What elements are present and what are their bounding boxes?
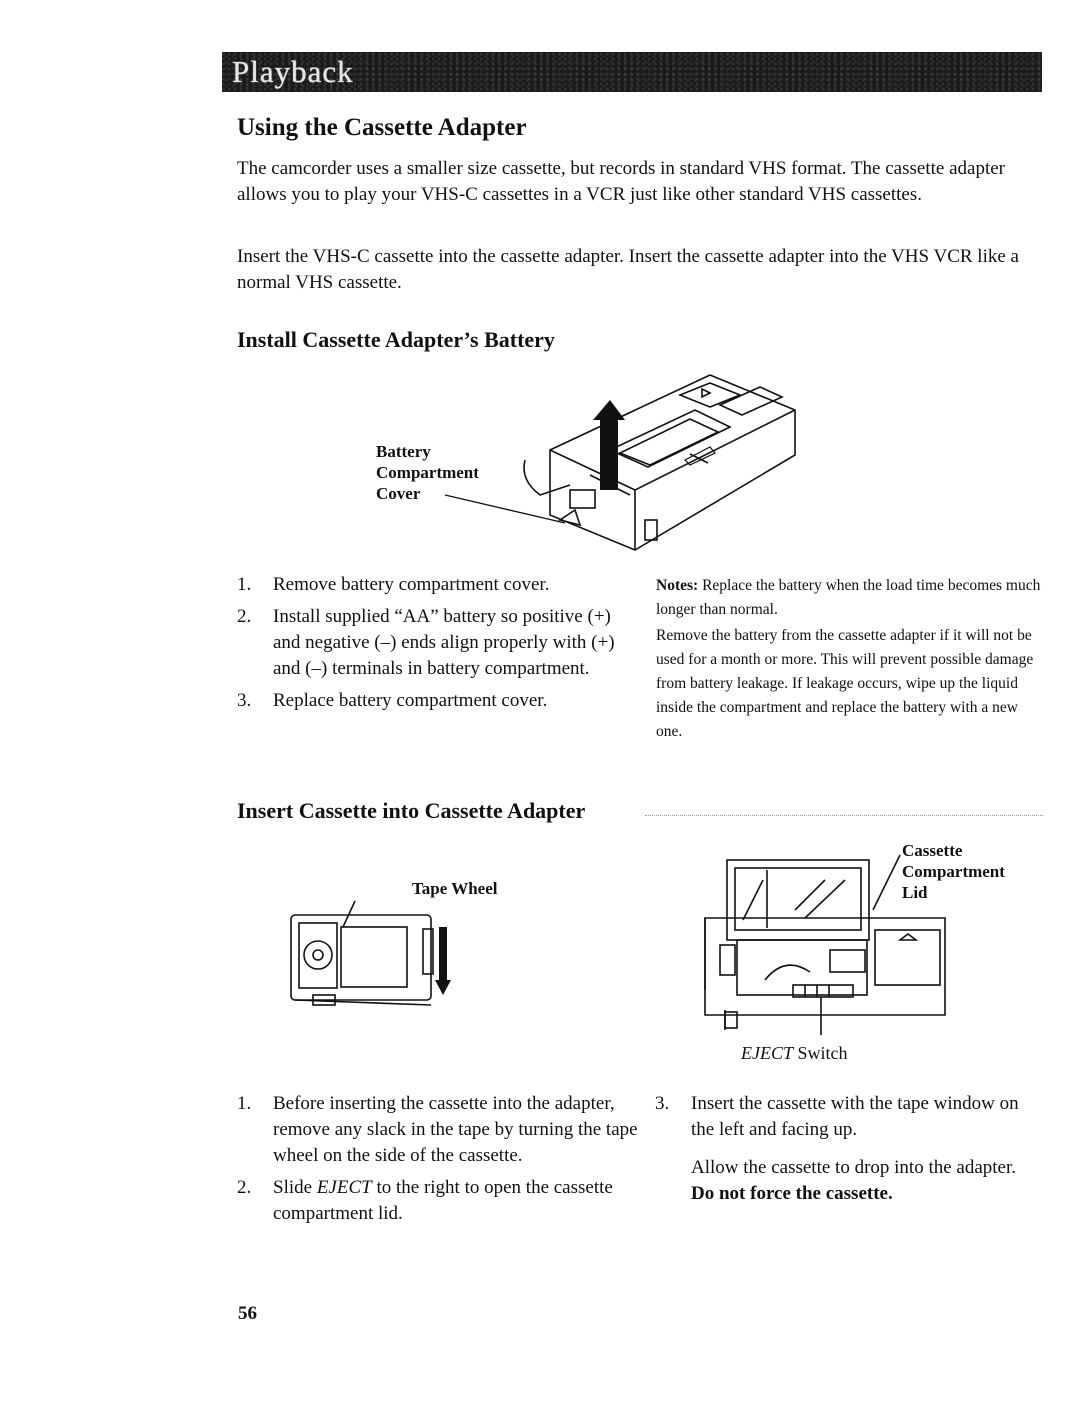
- list-item: [237, 688, 637, 714]
- page-title: Using the Cassette Adapter: [237, 114, 527, 141]
- label-line: Lid: [902, 883, 928, 902]
- step-text-post: to the right to open the cassette compartment lid.: [273, 1177, 613, 1224]
- note-text: Replace the battery when the load time becomes much longer than normal.: [656, 577, 1041, 618]
- step-text: Replace battery compartment cover.: [273, 690, 548, 711]
- insert-steps-right: [655, 1091, 1040, 1149]
- notes-label: Notes:: [656, 577, 699, 594]
- label-line: Battery: [376, 442, 431, 461]
- note-1: [656, 574, 1044, 622]
- page-number: 56: [238, 1303, 257, 1324]
- step-text: [273, 1177, 613, 1224]
- step3-extra-text: Allow the cassette to drop into the adapter.: [691, 1157, 1017, 1178]
- step-text: Insert the cassette with the tape window on the left and facing up.: [691, 1093, 1019, 1140]
- list-item: [237, 1175, 657, 1227]
- section-title: Playback: [232, 54, 354, 89]
- insert-heading: Insert Cassette into Cassette Adapter: [237, 798, 586, 823]
- step-text: Install supplied “AA” battery so positive (+) and negative (–) ends align properly with (+) and (–) terminals in battery compartment.: [273, 606, 615, 679]
- tape-wheel-label: Tape Wheel: [412, 879, 498, 898]
- battery-steps: [237, 572, 637, 720]
- step-text: Remove battery compartment cover.: [273, 574, 550, 595]
- cassette-tape-wheel-illustration: [285, 895, 465, 1015]
- step-number: 2.: [237, 606, 252, 627]
- step-number: 1.: [237, 1093, 252, 1114]
- step-number: 3.: [237, 690, 252, 711]
- list-item: [237, 572, 637, 598]
- list-item: [237, 604, 637, 682]
- eject-word: EJECT: [316, 1177, 372, 1198]
- battery-heading: Install Cassette Adapter’s Battery: [237, 327, 555, 352]
- insert-steps-left: [237, 1091, 657, 1233]
- intro-paragraph-1: The camcorder uses a smaller size cassette, but records in standard VHS format. The cassette adapter allows you to play your VHS-C cassettes in a VCR just like other standard VHS cassettes.: [237, 158, 1005, 205]
- intro-paragraph-2: Insert the VHS-C cassette into the cassette adapter. Insert the cassette adapter into the VHS VCR like a normal VHS cassette.: [237, 246, 1019, 293]
- section-banner: [222, 52, 1042, 92]
- label-line: Cassette: [902, 841, 963, 860]
- eject-word: EJECT: [741, 1043, 793, 1063]
- battery-notes: [656, 574, 1044, 744]
- label-line: Compartment: [376, 463, 479, 482]
- note-2: Remove the battery from the cassette adapter if it will not be used for a month or more. This will prevent possible damage from battery leakage. If leakage occurs, wipe up the liquid inside the compartment and replace the battery with a new one.: [656, 627, 1034, 740]
- eject-switch-label: [741, 1043, 848, 1064]
- label-line: Compartment: [902, 862, 1005, 881]
- list-item: [237, 1091, 657, 1169]
- switch-word: Switch: [793, 1043, 848, 1063]
- step-number: 2.: [237, 1177, 252, 1198]
- adapter-lid-open-illustration: [695, 840, 955, 1040]
- label-line: Cover: [376, 484, 421, 503]
- step-text: Before inserting the cassette into the adapter, remove any slack in the tape by turning the tape wheel on the side of the cassette.: [273, 1093, 638, 1166]
- warning-text: Do not force the cassette.: [691, 1183, 893, 1204]
- battery-adapter-illustration: [410, 355, 810, 555]
- step-number: 3.: [655, 1093, 670, 1114]
- step-number: 1.: [237, 574, 252, 595]
- heading-rule: [645, 815, 1043, 816]
- step-text-pre: Slide: [273, 1177, 317, 1198]
- step3-extra: [691, 1155, 1041, 1207]
- list-item: [655, 1091, 1040, 1143]
